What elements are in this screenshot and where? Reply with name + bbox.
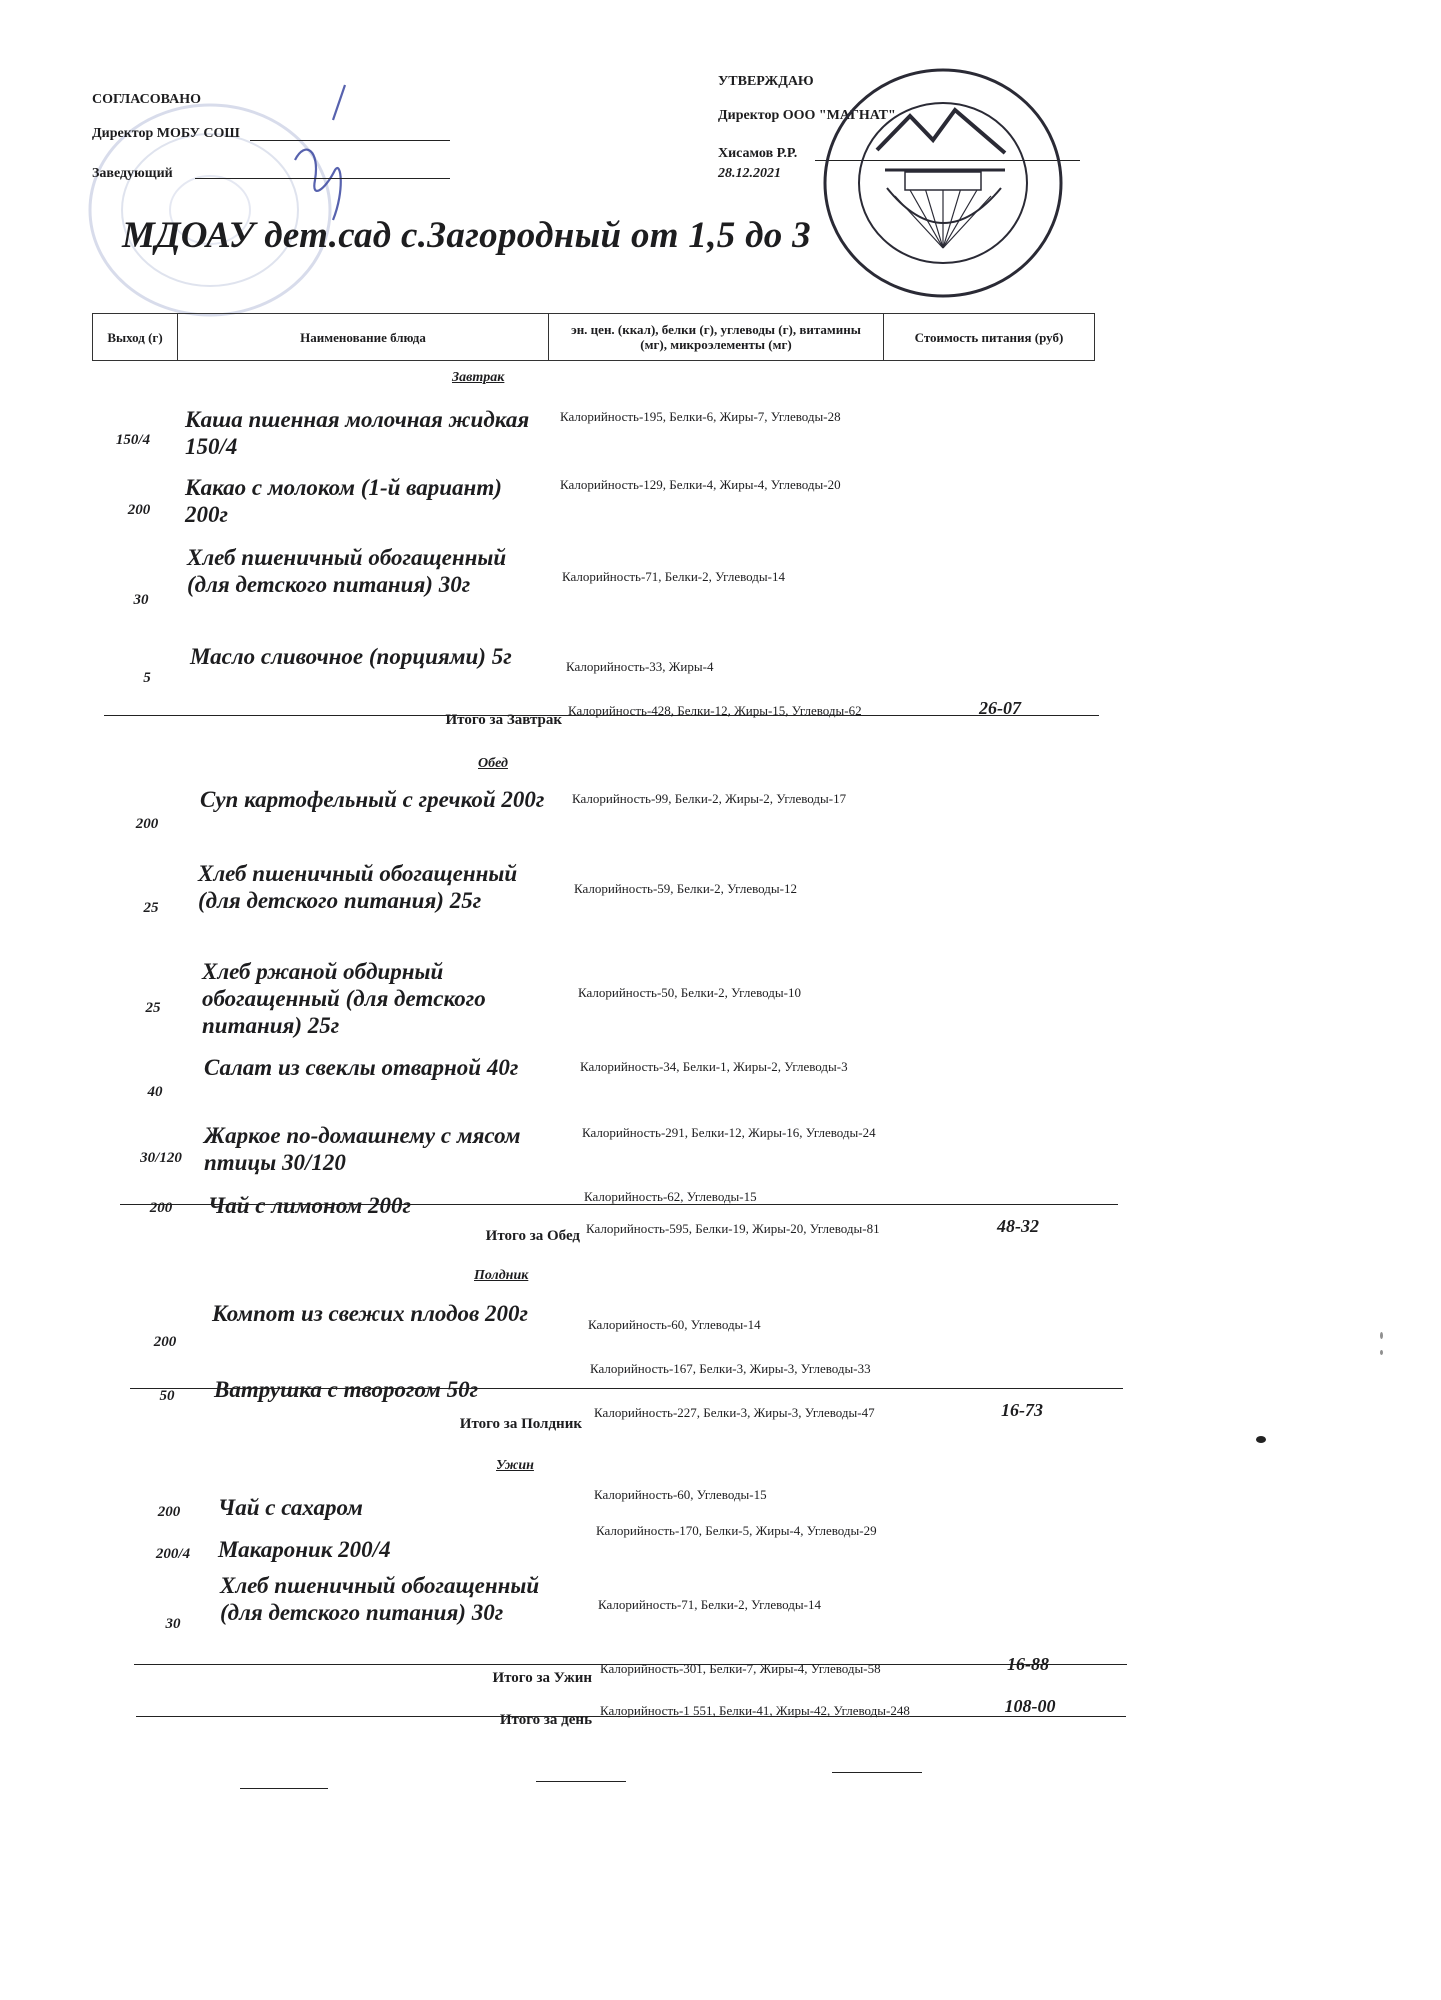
- dish-nutrition: Калорийность-50, Белки-2, Углеводы-10: [578, 985, 801, 1000]
- section-title-breakfast: Завтрак: [452, 370, 505, 385]
- dish-nutrition: Калорийность-59, Белки-2, Углеводы-12: [574, 881, 797, 896]
- total-label-breakfast: Итого за Завтрак: [445, 712, 562, 728]
- column-header-cost: Стоимость питания (руб): [883, 313, 1095, 361]
- scan-speck: [1256, 1436, 1266, 1443]
- signature-line: [250, 140, 450, 141]
- total-nutrition-snack: Калорийность-227, Белки-3, Жиры-3, Углеводы-47: [594, 1405, 875, 1420]
- total-label-dinner: Итого за Ужин: [492, 1670, 592, 1686]
- dish-output: 200: [149, 1200, 173, 1216]
- dish-nutrition: Калорийность-71, Белки-2, Углеводы-14: [598, 1597, 821, 1612]
- dish-output: 200: [157, 1504, 181, 1520]
- dish-name: Суп картофельный с гречкой 200г: [200, 787, 545, 812]
- total-cost-snack: 16-73: [1001, 1400, 1043, 1420]
- approved-label: СОГЛАСОВАНО: [92, 92, 201, 107]
- dish-nutrition: Калорийность-71, Белки-2, Углеводы-14: [562, 569, 785, 584]
- dish-output: 30: [165, 1616, 181, 1632]
- dish-name: Макароник 200/4: [218, 1537, 391, 1562]
- dish-name: Хлеб пшеничный обогащенный (для детского питания) 25г: [198, 861, 518, 913]
- dish-output: 200: [153, 1334, 177, 1350]
- dish-output: 150/4: [115, 432, 151, 448]
- dish-nutrition: Калорийность-62, Углеводы-15: [584, 1189, 757, 1204]
- dish-output: 200: [135, 816, 159, 832]
- column-header-output: Выход (г): [92, 313, 178, 361]
- dish-name: Чай с сахаром: [218, 1495, 363, 1520]
- scan-speck: [1380, 1332, 1383, 1339]
- dish-output: 200/4: [155, 1546, 191, 1562]
- dish-output: 200: [127, 502, 151, 518]
- scan-speck: [1380, 1350, 1383, 1355]
- dish-name: Какао с молоком (1-й вариант) 200г: [185, 475, 502, 527]
- approve-label: УТВЕРЖДАЮ: [718, 74, 814, 89]
- dish-name: Хлеб пшеничный обогащенный (для детского питания) 30г: [187, 545, 507, 597]
- section-title-snack: Полдник: [474, 1268, 529, 1283]
- dish-name: Масло сливочное (порциями) 5г: [190, 644, 512, 669]
- dish-nutrition: Калорийность-170, Белки-5, Жиры-4, Углеводы-29: [596, 1523, 877, 1538]
- dish-name: Жаркое по-домашнему с мясом птицы 30/120: [204, 1123, 521, 1175]
- total-nutrition-dinner: Калорийность-301, Белки-7, Жиры-4, Углеводы-58: [600, 1661, 881, 1676]
- dish-name: Салат из свеклы отварной 40г: [204, 1055, 519, 1080]
- dish-nutrition: Калорийность-167, Белки-3, Жиры-3, Углеводы-33: [590, 1361, 871, 1376]
- total-nutrition-breakfast: Калорийность-428, Белки-12, Жиры-15, Углеводы-62: [568, 703, 862, 718]
- total-label-lunch: Итого за Обед: [485, 1228, 580, 1244]
- dish-nutrition: Калорийность-99, Белки-2, Жиры-2, Углеводы-17: [572, 791, 847, 806]
- dish-nutrition: Калорийность-195, Белки-6, Жиры-7, Углеводы-28: [560, 409, 841, 424]
- total-label-snack: Итого за Полдник: [459, 1416, 582, 1432]
- dish-nutrition: Калорийность-129, Белки-4, Жиры-4, Углеводы-20: [560, 477, 841, 492]
- signature-line: [195, 178, 450, 179]
- dish-output: 25: [145, 1000, 161, 1016]
- total-cost-breakfast: 26-07: [979, 698, 1021, 718]
- dish-nutrition: Калорийность-33, Жиры-4: [566, 659, 714, 674]
- section-divider: [120, 1204, 1118, 1205]
- signature-line: [240, 1788, 328, 1789]
- total-nutrition-lunch: Калорийность-595, Белки-19, Жиры-20, Углеводы-81: [586, 1221, 880, 1236]
- signature-line: [536, 1781, 626, 1782]
- section-title-dinner: Ужин: [496, 1458, 534, 1473]
- dish-name: Хлеб пшеничный обогащенный (для детского питания) 30г: [220, 1573, 540, 1625]
- dish-name: Компот из свежих плодов 200г: [212, 1301, 529, 1326]
- dish-name: Каша пшенная молочная жидкая 150/4: [185, 407, 530, 459]
- approval-date: 28.12.2021: [718, 166, 781, 181]
- director-name: Хисамов Р.Р.: [718, 146, 798, 161]
- dish-name: Чай с лимоном 200г: [208, 1193, 411, 1218]
- column-header-nutrition: эн. цен. (ккал), белки (г), углеводы (г), витамины (мг), микроэлементы (мг): [548, 313, 884, 361]
- total-cost-day: 108-00: [1004, 1696, 1056, 1716]
- signature-line: [832, 1772, 922, 1773]
- dish-output: 40: [147, 1084, 163, 1100]
- total-label-day: Итого за день: [499, 1712, 592, 1728]
- signature-icon: [275, 80, 365, 230]
- page-title: МДОАУ дет.сад с.Загородный от 1,5 до 3: [122, 215, 811, 256]
- column-header-name: Наименование блюда: [177, 313, 549, 361]
- dish-output: 50: [159, 1388, 175, 1404]
- director-company-label: Директор ООО "МАГНАТ": [718, 108, 896, 123]
- dish-output: 30: [133, 592, 149, 608]
- total-nutrition-day: Калорийность-1 551, Белки-41, Жиры-42, Углеводы-248: [600, 1703, 910, 1718]
- dish-name: Ватрушка с творогом 50г: [214, 1377, 479, 1402]
- dish-output: 25: [143, 900, 159, 916]
- total-cost-lunch: 48-32: [997, 1216, 1039, 1236]
- dish-output: 30/120: [140, 1150, 182, 1166]
- dish-name: Хлеб ржаной обдирный обогащенный (для детского питания) 25г: [202, 959, 486, 1038]
- dish-nutrition: Калорийность-291, Белки-12, Жиры-16, Углеводы-24: [582, 1125, 876, 1140]
- total-cost-dinner: 16-88: [1007, 1654, 1049, 1674]
- dish-nutrition: Калорийность-34, Белки-1, Жиры-2, Углеводы-3: [580, 1059, 848, 1074]
- company-seal-icon: [815, 58, 1070, 308]
- dish-output: 5: [143, 670, 151, 686]
- dish-nutrition: Калорийность-60, Углеводы-15: [594, 1487, 767, 1502]
- section-divider: [130, 1388, 1123, 1389]
- dish-nutrition: Калорийность-60, Углеводы-14: [588, 1317, 761, 1332]
- head-label: Заведующий: [92, 166, 173, 181]
- section-title-lunch: Обед: [478, 756, 508, 771]
- director-school-label: Директор МОБУ СОШ: [92, 126, 240, 141]
